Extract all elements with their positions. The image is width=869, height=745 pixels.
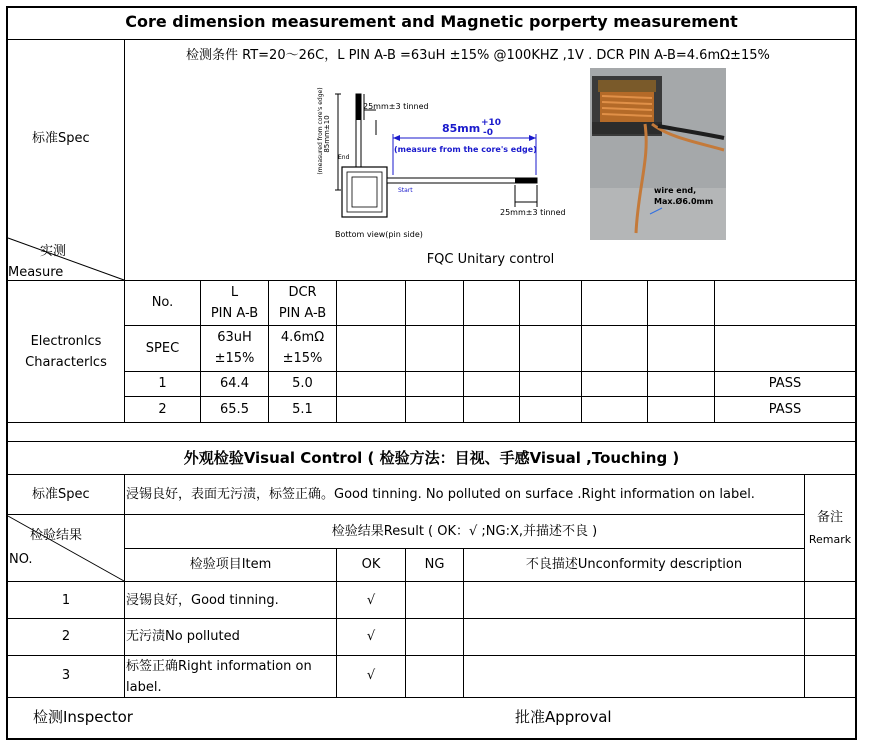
wire-dimension-drawing [305,72,580,242]
visual-row-item-line1: 标签正确Right information on [126,659,312,674]
spec-l-line1: 63uH [217,330,252,345]
col-header-dcr-line2: PIN A-B [278,306,327,321]
row-l-value: 64.4 [220,376,249,391]
vertical-dimension: 85mm±10 [323,115,331,153]
inspector-label: 检测Inspector [33,708,133,726]
visual-row-no: 2 [61,629,71,644]
visual-control-title: 外观检验Visual Control ( 检验方法：目视、手感Visual ,Touching ) [183,449,680,467]
start-label: Start [398,187,413,194]
visual-row-no: 1 [61,593,71,608]
bottom-view-caption: Bottom view(pin side) [335,230,423,239]
horizontal-dimension-main: 85mm [442,122,481,135]
col-header-l-line1: L [230,285,239,300]
vertical-axis-note: (measured from core's edge) [317,87,324,175]
col-header-description: 不良描述Unconformity description [525,557,743,572]
tinned-bottom-dimension: 25mm±3 tinned [500,208,566,217]
col-header-l-line2: PIN A-B [210,306,259,321]
row-result: PASS [768,402,802,417]
measure-label-top: 实测 [40,244,67,259]
row-dcr-value: 5.1 [292,402,313,417]
electronics-label-line1: Electronlcs [30,334,102,349]
row-no: 1 [158,376,167,391]
fqc-control-label: FQC Unitary control [426,252,555,267]
col-header-no: No. [151,295,174,310]
measure-label-bottom: Measure [8,265,64,280]
visual-row-item: 无污渍No polluted [126,629,240,644]
visual-row-item: 浸锡良好，Good tinning. [126,593,279,608]
end-label: End [338,154,350,161]
visual-row-item-line2: label. [126,680,162,695]
horizontal-dimension-tol-minus: -0 [483,128,493,138]
spec-dcr-line2: ±15% [282,351,323,366]
col-header-ok: OK [361,557,381,572]
spec-label: 标准Spec [32,131,90,146]
result-header: 检验结果Result ( OK：√ ;NG:X,并描述不良 ) [331,524,598,539]
inductor-photo [590,68,726,240]
visual-row-ok: √ [366,629,376,644]
horizontal-dimension-tol-plus: +10 [481,118,502,128]
page-title: Core dimension measurement and Magnetic porperty measurement [125,12,738,31]
electronics-label-line2: Characterlcs [25,355,107,370]
visual-row-ok: √ [366,668,376,683]
visual-row-no: 3 [61,668,71,683]
spec-l-line2: ±15% [214,351,255,366]
photo-annotation-line2: Max.Ø6.0mm [654,197,714,206]
row-no: 2 [158,402,167,417]
spec-dcr-line1: 4.6mΩ [280,330,325,345]
visual-spec-text: 浸锡良好，表面无污渍，标签正确。Good tinning. No polluted on surface .Right information on label. [126,487,755,502]
row-result: PASS [768,376,802,391]
horizontal-dimension-note: (measure from the core's edge) [394,145,537,154]
photo-annotation-line1: wire end, [654,186,697,195]
result-label-top: 检验结果 [30,528,83,543]
approval-label: 批准Approval [515,708,612,726]
col-header-dcr-line1: DCR [288,285,317,300]
test-conditions: 检测条件 RT=20～26C，L PIN A-B =63uH ±15% @100KHZ ,1V . DCR PIN A-B=4.6mΩ±15% [186,48,770,63]
visual-row-ok: √ [366,593,376,608]
visual-spec-label: 标准Spec [32,487,90,502]
remark-label-en: Remark [808,533,852,546]
row-dcr-value: 5.0 [292,376,313,391]
col-header-ng: NG [424,557,445,572]
result-label-no: NO. [9,552,33,567]
spec-row-label: SPEC [145,341,180,356]
remark-label-cn: 备注 [816,510,843,525]
col-header-item: 检验项目Item [189,557,272,572]
tinned-top-dimension: 25mm±3 tinned [363,102,429,111]
row-l-value: 65.5 [220,402,249,417]
result-diagonal [6,514,125,582]
